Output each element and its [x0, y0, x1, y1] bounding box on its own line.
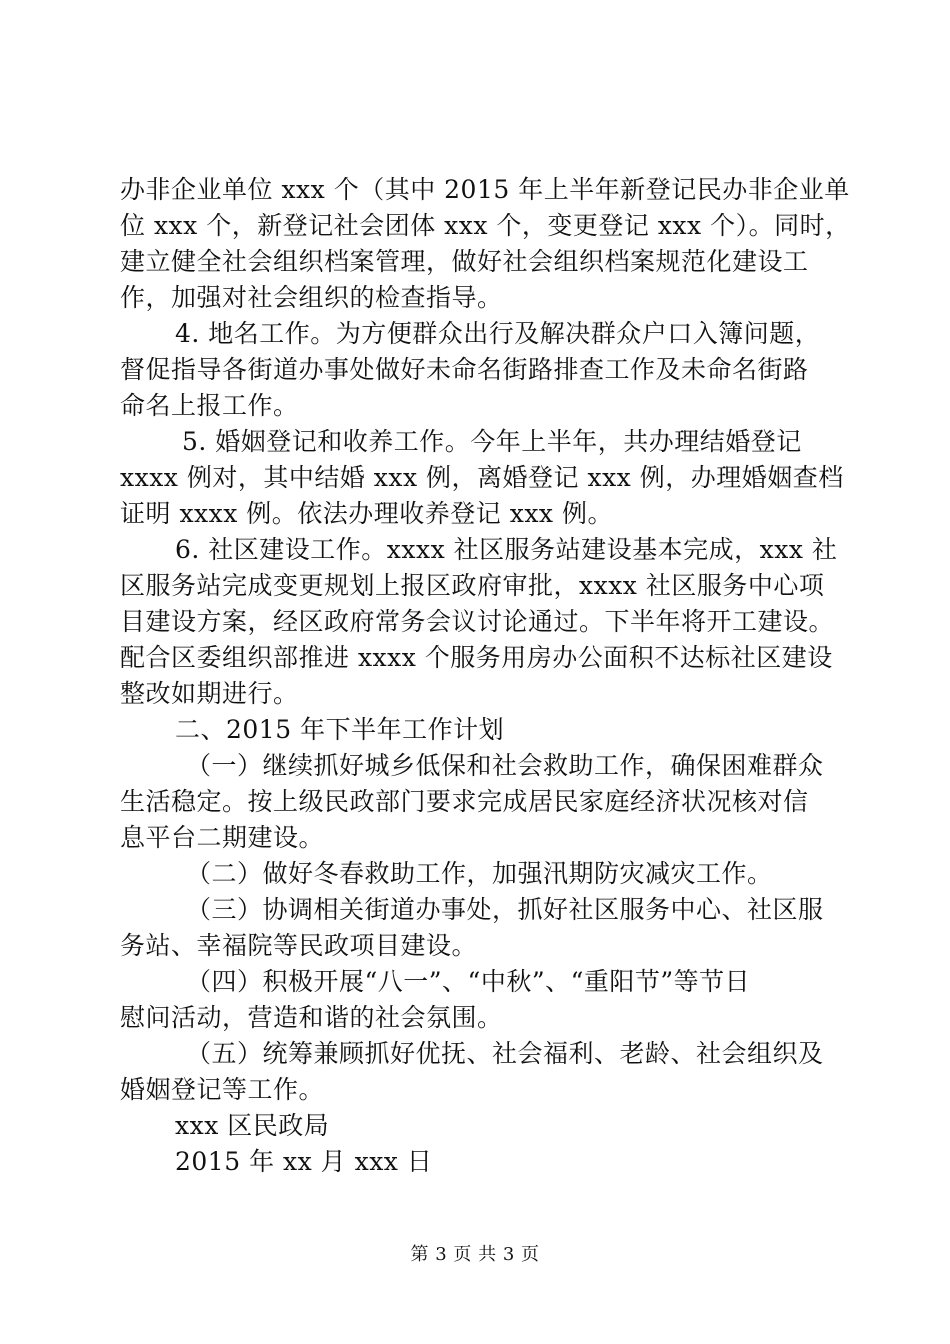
text-line: 命名上报工作。	[120, 391, 299, 420]
text-line: 证明 xxxx 例。依法办理收养登记 xxx 例。	[120, 499, 613, 528]
section-4-heading-line: 4. 地名工作。为方便群众出行及解决群众户口入簿问题，	[175, 319, 821, 348]
text-line: 督促指导各街道办事处做好未命名街路排查工作及未命名街路	[120, 355, 809, 384]
text-line: xxxx 例对，其中结婚 xxx 例，离婚登记 xxx 例，办理婚姻查档	[120, 463, 844, 492]
text-line: 慰问活动，营造和谐的社会氛围。	[120, 1003, 503, 1032]
plan-item-3-line: （三）协调相关街道办事处，抓好社区服务中心、社区服	[186, 895, 824, 924]
text-line: 目建设方案，经区政府常务会议讨论通过。下半年将开工建设。	[120, 607, 835, 636]
text-line: 息平台二期建设。	[120, 823, 325, 852]
text-line: 作，加强对社会组织的检查指导。	[120, 283, 503, 312]
signature-organization: xxx 区民政局	[175, 1111, 330, 1140]
text-line: 建立健全社会组织档案管理，做好社会组织档案规范化建设工	[120, 247, 809, 276]
text-line: 位 xxx 个，新登记社会团体 xxx 个，变更登记 xxx 个）。同时，	[120, 211, 851, 240]
text-line: 配合区委组织部推进 xxxx 个服务用房办公面积不达标社区建设	[120, 643, 833, 672]
section-6-heading-line: 6. 社区建设工作。xxxx 社区服务站建设基本完成，xxx 社	[175, 535, 838, 564]
text-line: 办非企业单位 xxx 个（其中 2015 年上半年新登记民办非企业单	[120, 175, 850, 204]
section-heading: 二、2015 年下半年工作计划	[175, 715, 505, 744]
signature-date: 2015 年 xx 月 xxx 日	[175, 1147, 433, 1176]
document-body	[120, 172, 851, 1180]
text-line: 婚姻登记等工作。	[120, 1075, 325, 1104]
text-line: 整改如期进行。	[120, 679, 299, 708]
text-line: 区服务站完成变更规划上报区政府审批，xxxx 社区服务中心项	[120, 571, 825, 600]
page-number-label: 第 3 页 共 3 页	[410, 1244, 540, 1265]
page-footer	[0, 1240, 950, 1266]
plan-item-4-line: （四）积极开展“八一”、“中秋”、“重阳节”等节日	[186, 967, 751, 996]
plan-item-5-line: （五）统筹兼顾抓好优抚、社会福利、老龄、社会组织及	[186, 1039, 824, 1068]
plan-item-1-line: （一）继续抓好城乡低保和社会救助工作，确保困难群众	[186, 751, 824, 780]
section-5-heading-line: 5. 婚姻登记和收养工作。今年上半年，共办理结婚登记	[182, 427, 802, 456]
plan-item-2-line: （二）做好冬春救助工作，加强汛期防灾减灾工作。	[186, 859, 773, 888]
text-line: 生活稳定。按上级民政部门要求完成居民家庭经济状况核对信	[120, 787, 809, 816]
text-line: 务站、幸福院等民政项目建设。	[120, 931, 478, 960]
